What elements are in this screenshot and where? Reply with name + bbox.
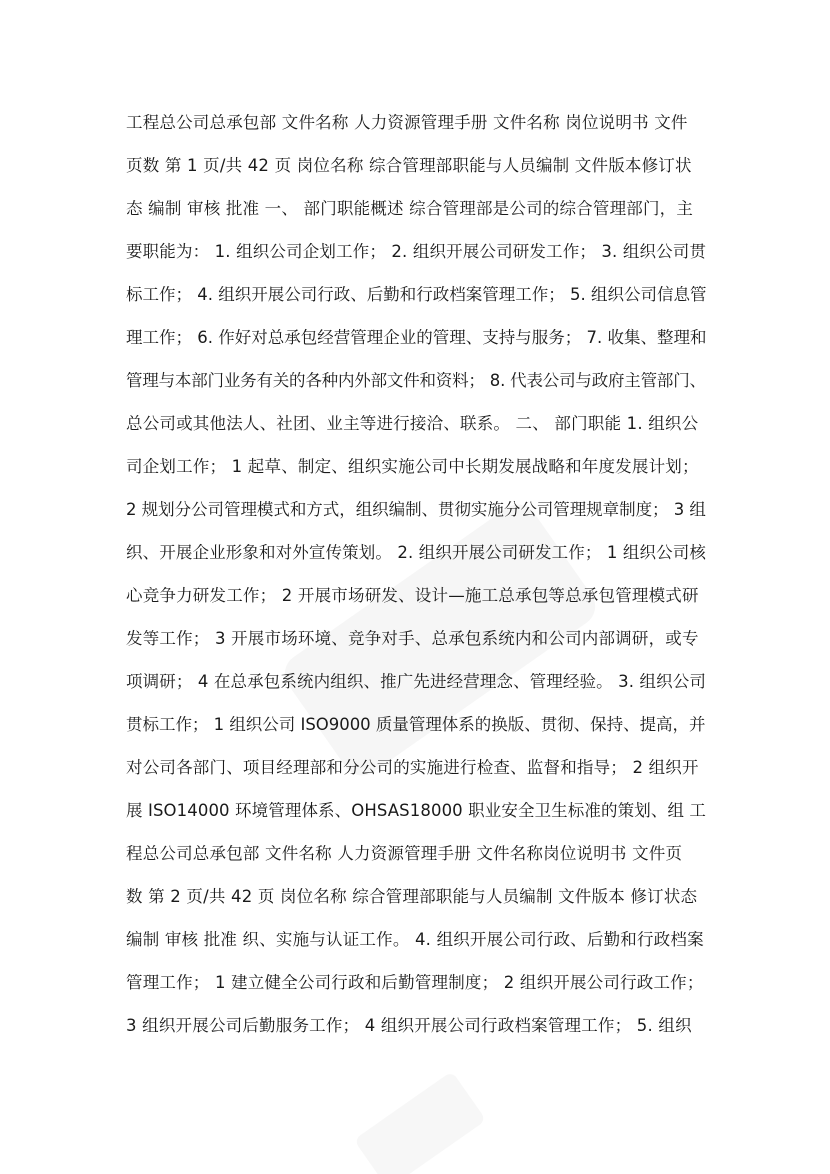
text-line-3: 态 编制 审核 批准 一、 部门职能概述 综合管理部是公司的综合管理部门，主 [126, 199, 694, 218]
text-line-20: 编制 审核 批准 织、实施与认证工作。 4. 组织开展公司行政、后勤和行政档案 [126, 930, 704, 949]
text-line-17: 展 ISO14000 环境管理体系、OHSAS18000 职业安全卫生标准的策划、组 工 [126, 801, 707, 820]
text-line-22: 3 组织开展公司后勤服务工作； 4 组织开展公司行政档案管理工作； 5. 组织 [126, 1016, 692, 1035]
text-line-16: 对公司各部门、项目经理部和分公司的实施进行检查、监督和指导； 2 组织开 [126, 758, 699, 777]
text-line-11: 织、开展企业形象和对外宣传策划。 2. 组织开展公司研发工作； 1 组织公司核 [126, 543, 707, 562]
text-line-5: 标工作； 4. 组织开展公司行政、后勤和行政档案管理工作； 5. 组织公司信息管 [126, 285, 707, 304]
text-line-18: 程总公司总承包部 文件名称 人力资源管理手册 文件名称岗位说明书 文件页 [126, 844, 683, 863]
text-line-15: 贯标工作； 1 组织公司 ISO9000 质量管理体系的换版、贯彻、保持、提高，并 [126, 715, 706, 734]
text-line-13: 发等工作； 3 开展市场环境、竞争对手、总承包系统内和公司内部调研，或专 [126, 629, 699, 648]
text-line-21: 管理工作； 1 建立健全公司行政和后勤管理制度； 2 组织开展公司行政工作； [126, 973, 704, 992]
text-line-14: 项调研； 4 在总承包系统内组织、推广先进经营理念、管理经验。 3. 组织公司 [126, 672, 707, 691]
text-line-12: 心竞争力研发工作； 2 开展市场研发、设计—施工总承包等总承包管理模式研 [126, 586, 699, 605]
text-line-9: 司企划工作； 1 起草、制定、组织实施公司中长期发展战略和年度发展计划； [126, 457, 699, 476]
text-line-4: 要职能为： 1. 组织公司企划工作； 2. 组织开展公司研发工作； 3. 组织公司贯 [126, 242, 707, 261]
text-line-8: 总公司或其他法人、社团、业主等进行接洽、联系。 二、 部门职能 1. 组织公 [126, 414, 699, 433]
text-line-1: 工程总公司总承包部 文件名称 人力资源管理手册 文件名称 岗位说明书 文件 [126, 113, 688, 132]
text-line-19: 数 第 2 页/共 42 页 岗位名称 综合管理部职能与人员编制 文件版本 修订状态 [126, 887, 698, 906]
text-line-7: 管理与本部门业务有关的各种内外部文件和资料； 8. 代表公司与政府主管部门、 [126, 371, 706, 390]
text-line-2: 页数 第 1 页/共 42 页 岗位名称 综合管理部职能与人员编制 文件版本修订状 [126, 156, 692, 175]
text-line-10: 2 规划分公司管理模式和方式，组织编制、贯彻实施分公司管理规章制度； 3 组 [126, 500, 706, 519]
text-line-6: 理工作； 6. 作好对总承包经营管理企业的管理、支持与服务； 7. 收集、整理和 [126, 328, 707, 347]
